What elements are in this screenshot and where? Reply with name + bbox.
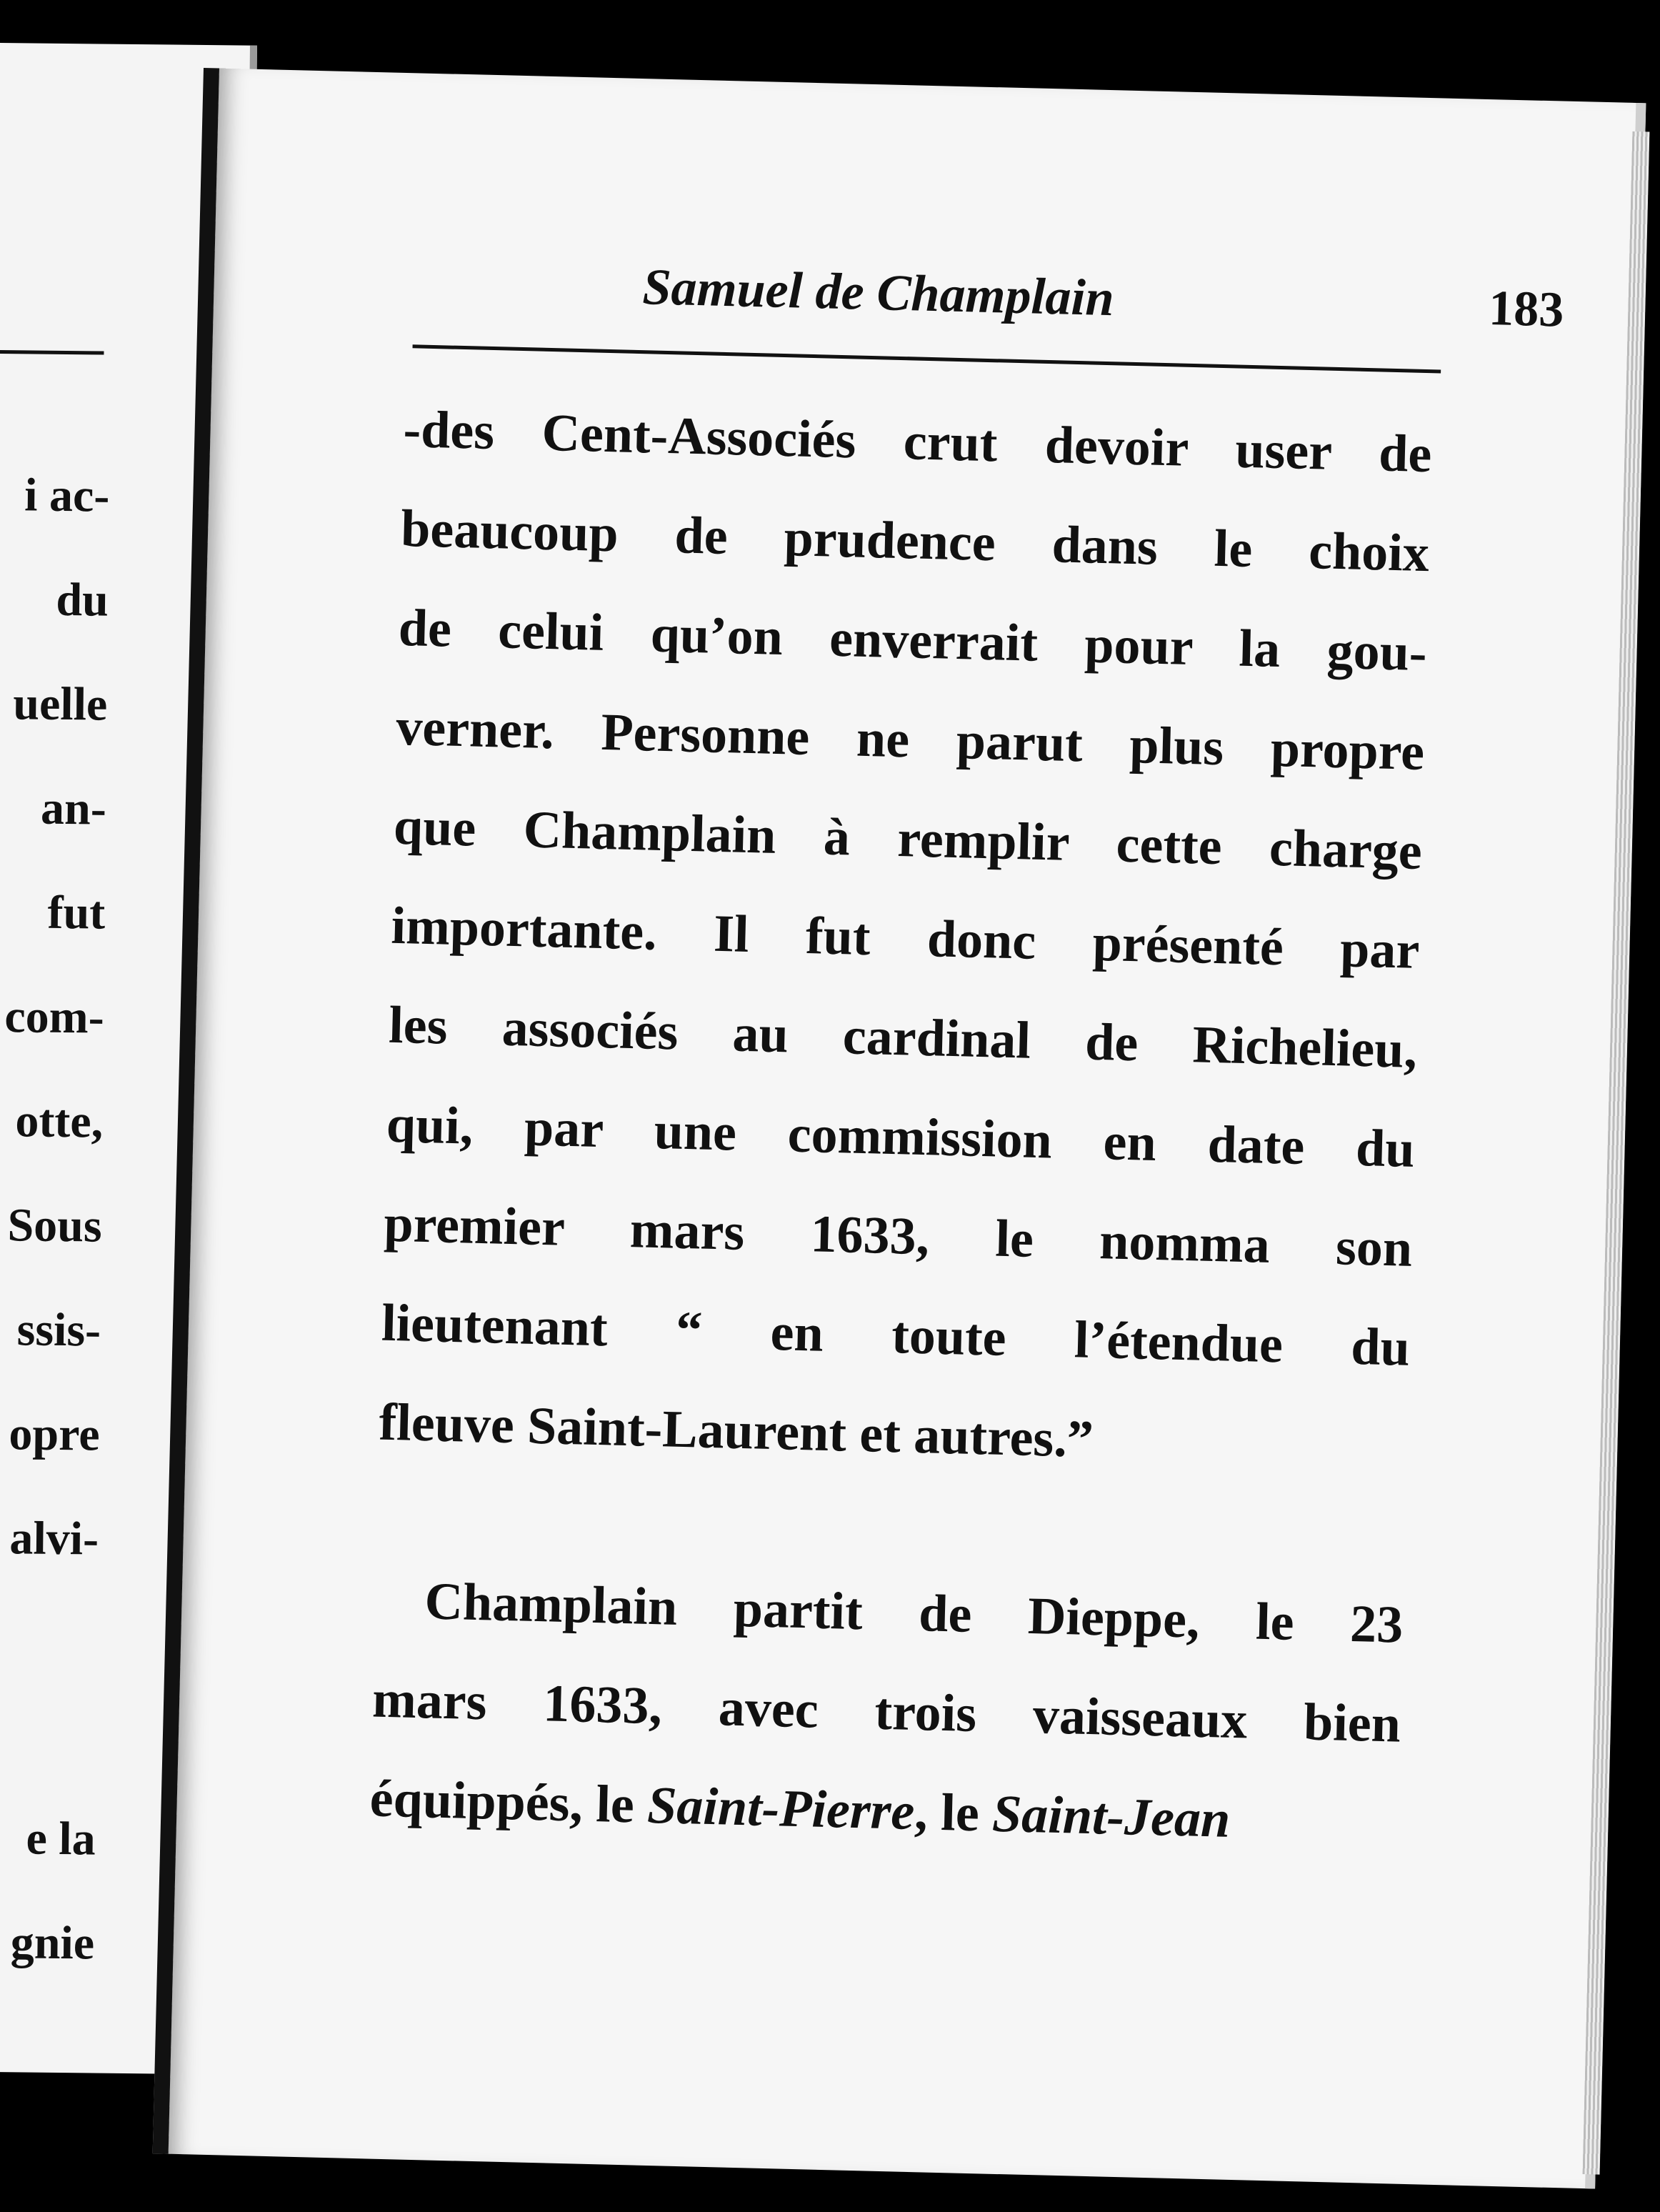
text-line: beaucoup de prudence dans le choix	[400, 499, 1430, 584]
left-fragment: du	[56, 573, 109, 627]
running-title: Samuel de Champlain	[641, 258, 1115, 327]
page-number: 183	[1488, 281, 1565, 338]
left-fragment: com-	[4, 990, 105, 1044]
text-line: lieutenant “ en toute l’étendue du	[381, 1293, 1411, 1377]
text-line: mars 1633, avec trois vaisseaux bien	[371, 1670, 1401, 1754]
left-fragment: an-	[40, 782, 107, 835]
right-page	[153, 68, 1646, 2188]
text-line: verner. Personne ne parut plus propre	[395, 697, 1426, 782]
left-fragment: ssis-	[16, 1303, 101, 1357]
text-line: Champlain partit de Dieppe, le 23	[424, 1572, 1404, 1655]
left-fragment: otte,	[15, 1095, 104, 1148]
text-line: importante. Il fut donc présenté par	[390, 896, 1421, 980]
text-line: de celui qu’on enverrait pour la gou-	[397, 598, 1428, 683]
body-text	[369, 380, 1433, 1874]
text-line: qui, par une commission en date du	[385, 1095, 1416, 1179]
text-line: que Champlain à remplir cette charge	[393, 797, 1423, 881]
text-line: les associés au cardinal de Richelieu,	[388, 995, 1418, 1080]
ship-name: Saint-Jean	[991, 1784, 1231, 1849]
left-fragment: opre	[9, 1408, 100, 1461]
left-fragment: i ac-	[24, 469, 110, 522]
left-fragment: Sous	[7, 1199, 103, 1252]
text-line: -des Cent-Associés crut devoir user de	[402, 399, 1433, 484]
left-fragment: uelle	[12, 677, 108, 731]
line-text: équippés, le	[369, 1769, 649, 1835]
left-fragment: gnie	[10, 1916, 95, 1970]
text-line: fleuve Saint-Laurent et autres.”	[378, 1393, 1094, 1469]
left-text-fragments	[0, 443, 110, 1592]
left-fragment: alvi-	[9, 1512, 99, 1565]
ship-name: Saint-Pierre	[646, 1775, 916, 1842]
left-text-fragments-lower	[0, 1786, 96, 1996]
left-fragment: fut	[47, 886, 106, 940]
text-line: premier mars 1633, le nomma son	[383, 1194, 1414, 1278]
running-header	[642, 257, 1565, 339]
line-text: , le	[914, 1783, 994, 1843]
left-header-rule	[0, 350, 104, 355]
page-edge	[1583, 131, 1650, 2175]
header-rule	[413, 344, 1441, 373]
left-fragment: e la	[26, 1812, 96, 1865]
